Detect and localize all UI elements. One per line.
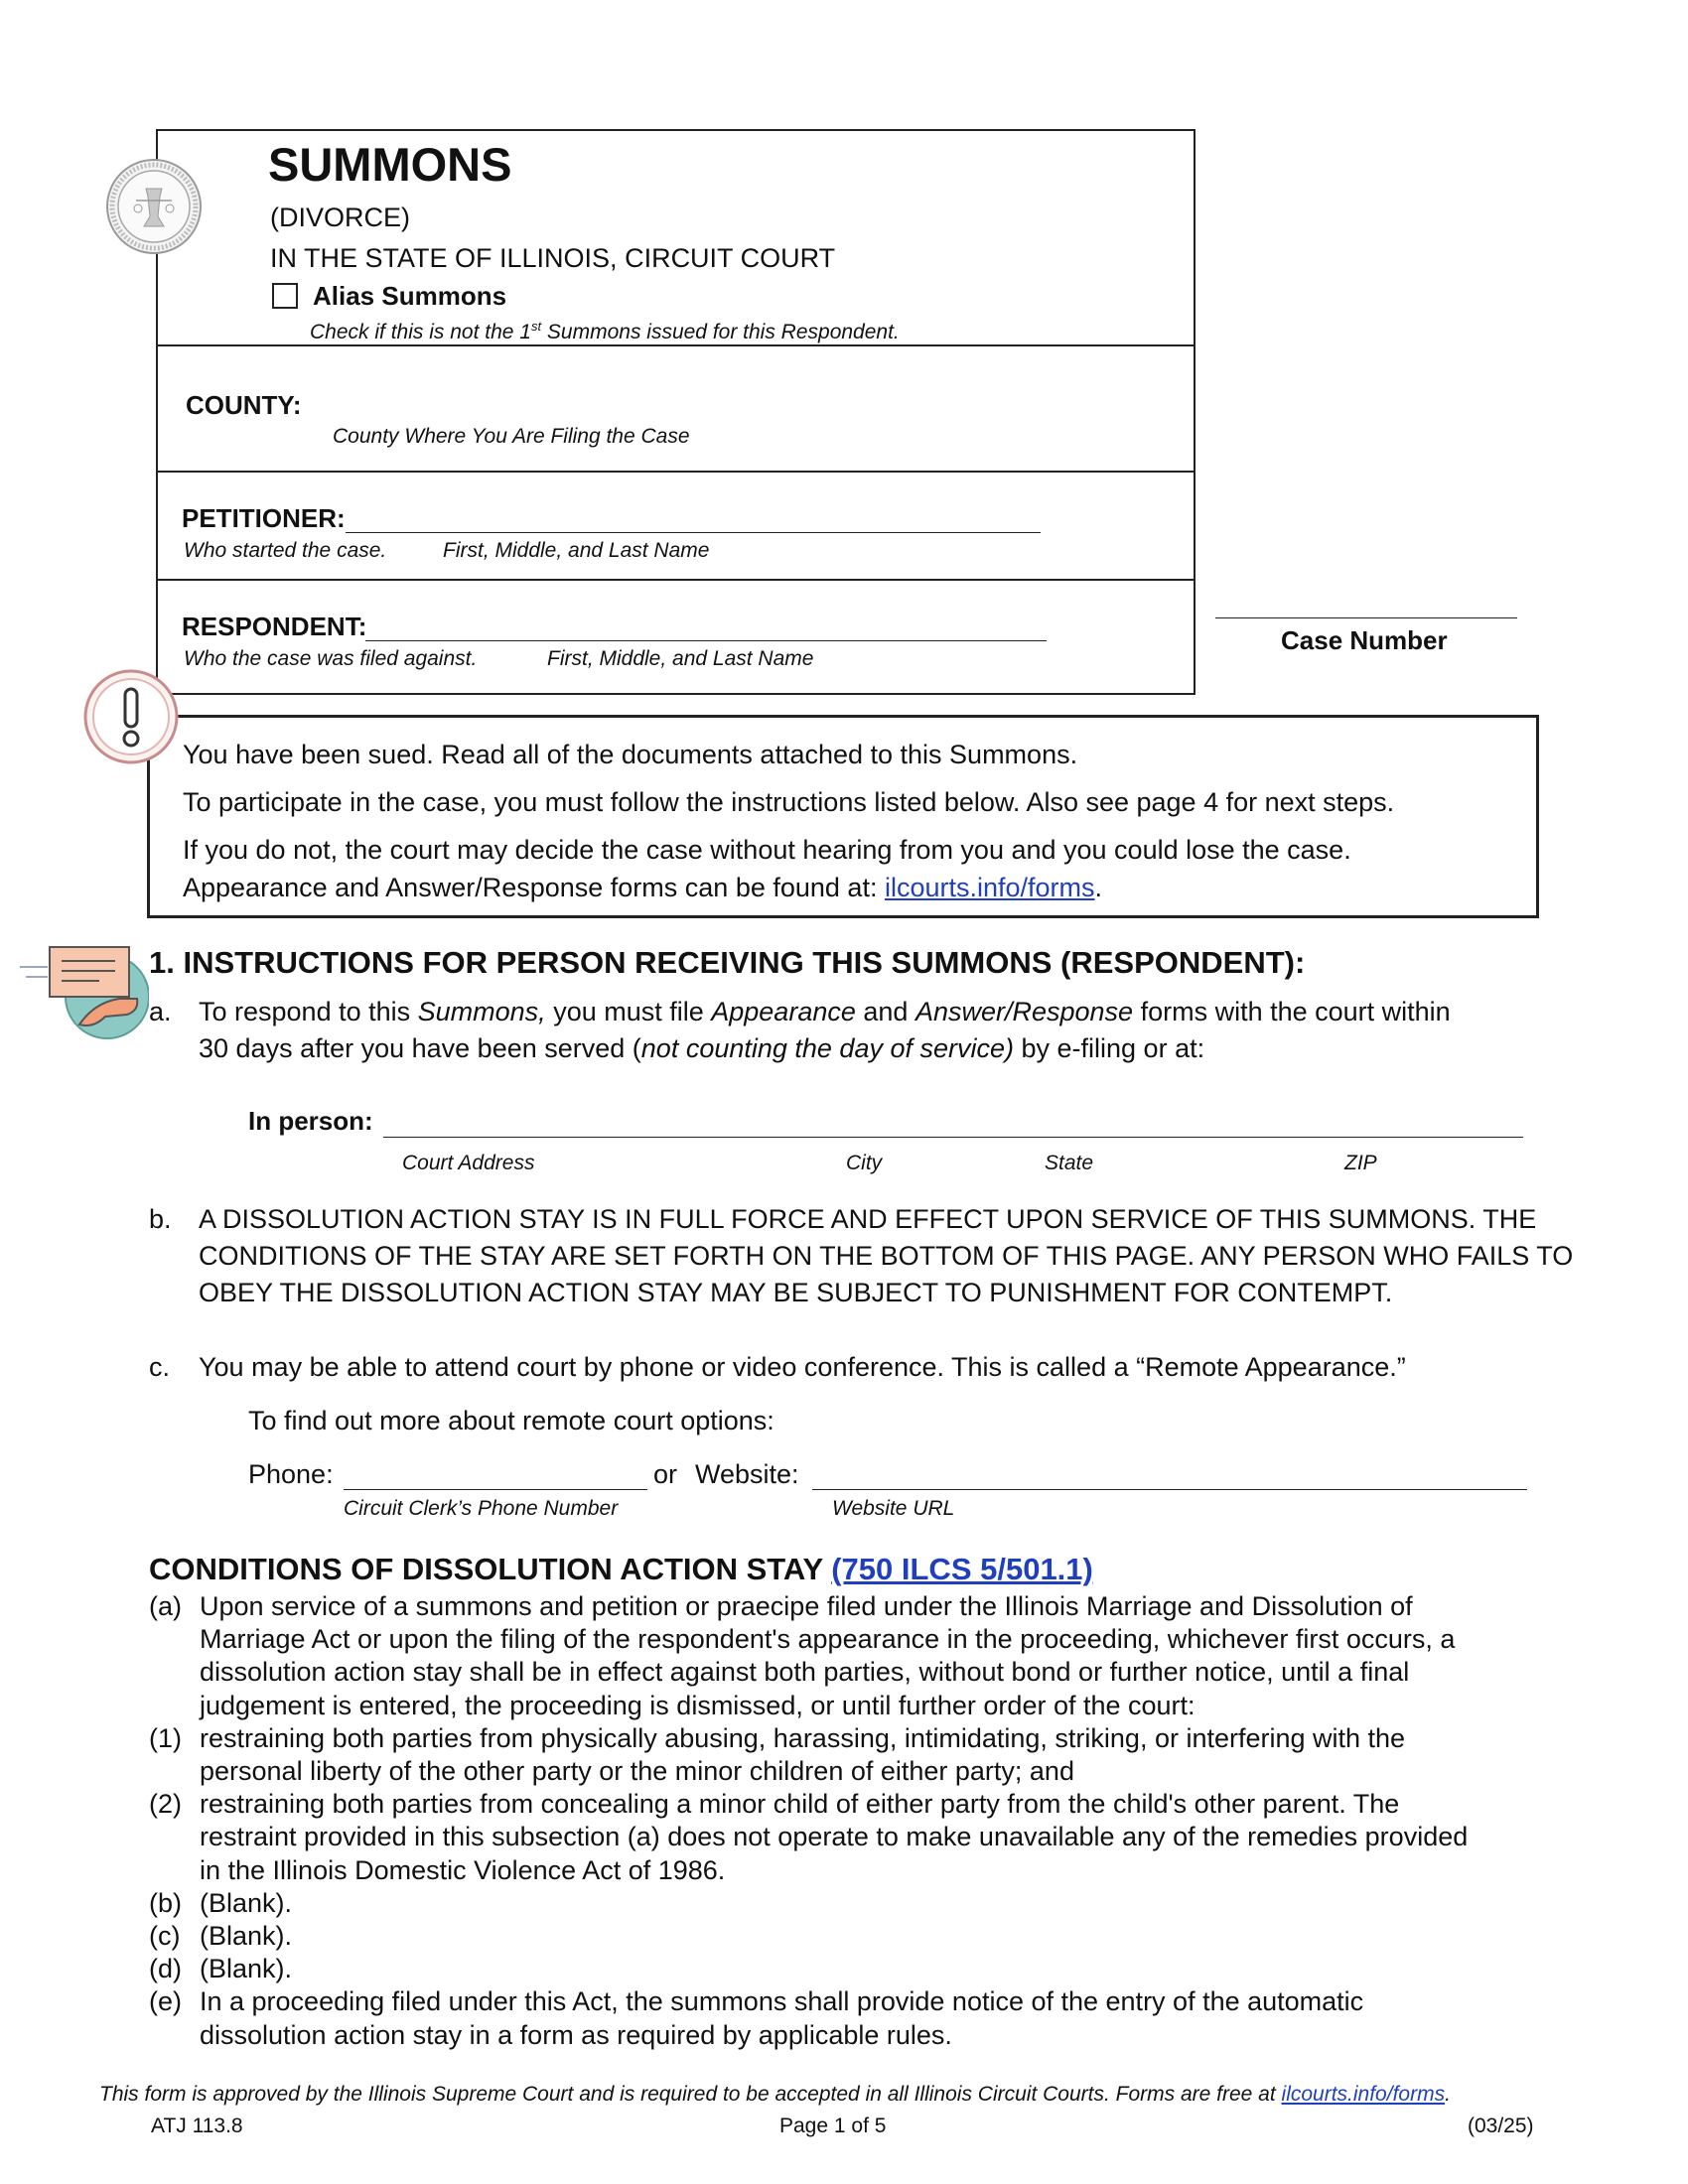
condition-text-line: restraint provided in this subsection (a) does not operate to make unavailable any of the remedies provided	[200, 1822, 1469, 1852]
county-label: COUNTY:	[186, 390, 302, 420]
form-id: ATJ 113.8	[151, 2115, 243, 2137]
condition-text-line: In a proceeding filed under this Act, the summons shall provide notice of the entry of the automatic	[200, 1986, 1364, 2017]
in-person-label: In person:	[248, 1106, 373, 1136]
condition-label: (b)	[149, 1887, 182, 1918]
item-c-line-1: You may be able to attend court by phone or video conference. This is called a “Remote Appearance.”	[199, 1352, 1406, 1382]
zip-hint: ZIP	[1344, 1152, 1377, 1174]
approval-note: This form is approved by the Illinois Supreme Court and is required to be accepted in all Illinois Circuit Courts. Forms are free at ilcourts.info/forms.	[99, 2083, 1451, 2106]
condition-text-line: judgement is entered, the proceeding is dismissed, or until further order of the court:	[200, 1690, 1196, 1720]
case-number-label: Case Number	[1281, 625, 1448, 655]
phone-field[interactable]	[344, 1489, 647, 1490]
item-b-label: b.	[149, 1204, 172, 1234]
condition-text-line: restraining both parties from physically abusing, harassing, intimidating, striking, or interfering with the	[200, 1722, 1406, 1753]
website-field[interactable]	[812, 1489, 1527, 1490]
alias-summons-checkbox[interactable]	[272, 283, 298, 309]
or-label: or	[653, 1459, 678, 1489]
statute-link[interactable]: (750 ILCS 5/501.1)	[831, 1552, 1093, 1586]
condition-label: (2)	[149, 1789, 182, 1820]
petitioner-name-hint: First, Middle, and Last Name	[443, 539, 710, 562]
item-a-line-2: 30 days after you have been served (not counting the day of service) by e-filing or at:	[199, 1033, 1205, 1063]
item-b-line-3: OBEY THE DISSOLUTION ACTION STAY MAY BE SUBJECT TO PUNISHMENT FOR CONTEMPT.	[199, 1278, 1393, 1307]
respondent-label: RESPONDENT:	[182, 612, 367, 641]
condition-text-line: (Blank).	[200, 1954, 293, 1984]
court-address-hint: Court Address	[402, 1152, 535, 1174]
court-seal-icon	[104, 157, 204, 256]
form-title: SUMMONS	[268, 138, 512, 191]
item-b-line-1: A DISSOLUTION ACTION STAY IS IN FULL FORCE AND EFFECT UPON SERVICE OF THIS SUMMONS. THE	[199, 1204, 1537, 1234]
condition-text-line: Marriage Act or upon the filing of the respondent's appearance in the proceeding, whichever first occurs, a	[200, 1624, 1456, 1655]
condition-label: (d)	[149, 1954, 182, 1984]
condition-label: (a)	[149, 1591, 182, 1621]
page-number: Page 1 of 5	[779, 2115, 887, 2137]
website-hint: Website URL	[832, 1497, 955, 1520]
footer-forms-link[interactable]: ilcourts.info/forms	[1281, 2083, 1446, 2106]
divider	[156, 579, 1196, 581]
condition-text-line: restraining both parties from concealing a minor child of either party from the child's other parent. The	[200, 1789, 1400, 1820]
item-a-label: a.	[149, 997, 172, 1026]
condition-text-line: dissolution action stay in a form as required by applicable rules.	[200, 2019, 952, 2050]
conditions-heading: CONDITIONS OF DISSOLUTION ACTION STAY (750 ILCS 5/501.1)	[149, 1552, 1093, 1586]
case-number-field[interactable]	[1215, 617, 1517, 618]
condition-text-line: Upon service of a summons and petition or praecipe filed under the Illinois Marriage and Dissolution of	[200, 1591, 1413, 1621]
condition-text-line: in the Illinois Domestic Violence Act of 1986.	[200, 1854, 726, 1885]
petitioner-label: PETITIONER:	[182, 503, 346, 533]
alias-summons-label: Alias Summons	[313, 281, 507, 311]
notice-line-4: Appearance and Answer/Response forms can be found at: ilcourts.info/forms.	[183, 873, 1103, 902]
respondent-name-hint: First, Middle, and Last Name	[547, 647, 814, 670]
petitioner-name-field[interactable]	[346, 532, 1041, 533]
notice-line-3: If you do not, the court may decide the case without hearing from you and you could lose the case.	[183, 835, 1351, 865]
form-subtitle: (DIVORCE)	[270, 203, 410, 232]
state-hint: State	[1045, 1152, 1094, 1174]
condition-label: (e)	[149, 1986, 182, 2017]
respondent-name-field[interactable]	[365, 640, 1047, 641]
divider	[156, 344, 1196, 346]
condition-text-line: personal liberty of the other party or the minor children of either party; and	[200, 1756, 1074, 1786]
condition-text-line: (Blank).	[200, 1887, 293, 1918]
section-1-heading: 1. INSTRUCTIONS FOR PERSON RECEIVING THIS SUMMONS (RESPONDENT):	[149, 945, 1306, 980]
item-b-line-2: CONDITIONS OF THE STAY ARE SET FORTH ON THE BOTTOM OF THIS PAGE. ANY PERSON WHO FAILS TO	[199, 1241, 1574, 1271]
forms-link[interactable]: ilcourts.info/forms	[884, 873, 1095, 902]
petitioner-hint: Who started the case.	[184, 539, 387, 562]
court-address-field[interactable]	[383, 1137, 1523, 1138]
condition-label: (1)	[149, 1722, 182, 1753]
condition-text-line: dissolution action stay shall be in effect against both parties, without bond or further notice, until a final	[200, 1657, 1410, 1688]
condition-text-line: (Blank).	[200, 1921, 293, 1951]
item-a-line-1: To respond to this Summons, you must file Appearance and Answer/Response forms with the court within	[199, 997, 1451, 1026]
notice-line-2: To participate in the case, you must follow the instructions listed below. Also see page 4 for next steps.	[183, 787, 1395, 817]
hand-document-icon	[20, 933, 149, 1042]
phone-hint: Circuit Clerk’s Phone Number	[344, 1497, 619, 1520]
county-hint: County Where You Are Filing the Case	[333, 425, 690, 448]
condition-label: (c)	[149, 1921, 181, 1951]
phone-label: Phone:	[248, 1459, 334, 1489]
respondent-hint: Who the case was filed against.	[184, 647, 478, 670]
website-label: Website:	[695, 1459, 799, 1489]
item-c-line-2: To find out more about remote court options:	[248, 1406, 774, 1435]
alias-summons-note: Check if this is not the 1st Summons issued for this Respondent.	[310, 319, 900, 343]
form-date: (03/25)	[1468, 2115, 1534, 2137]
divider	[156, 471, 1196, 473]
exclamation-icon	[81, 667, 181, 766]
notice-line-1: You have been sued. Read all of the documents attached to this Summons.	[183, 740, 1078, 769]
court-name: IN THE STATE OF ILLINOIS, CIRCUIT COURT	[270, 243, 836, 273]
city-hint: City	[846, 1152, 883, 1174]
item-c-label: c.	[149, 1352, 171, 1382]
